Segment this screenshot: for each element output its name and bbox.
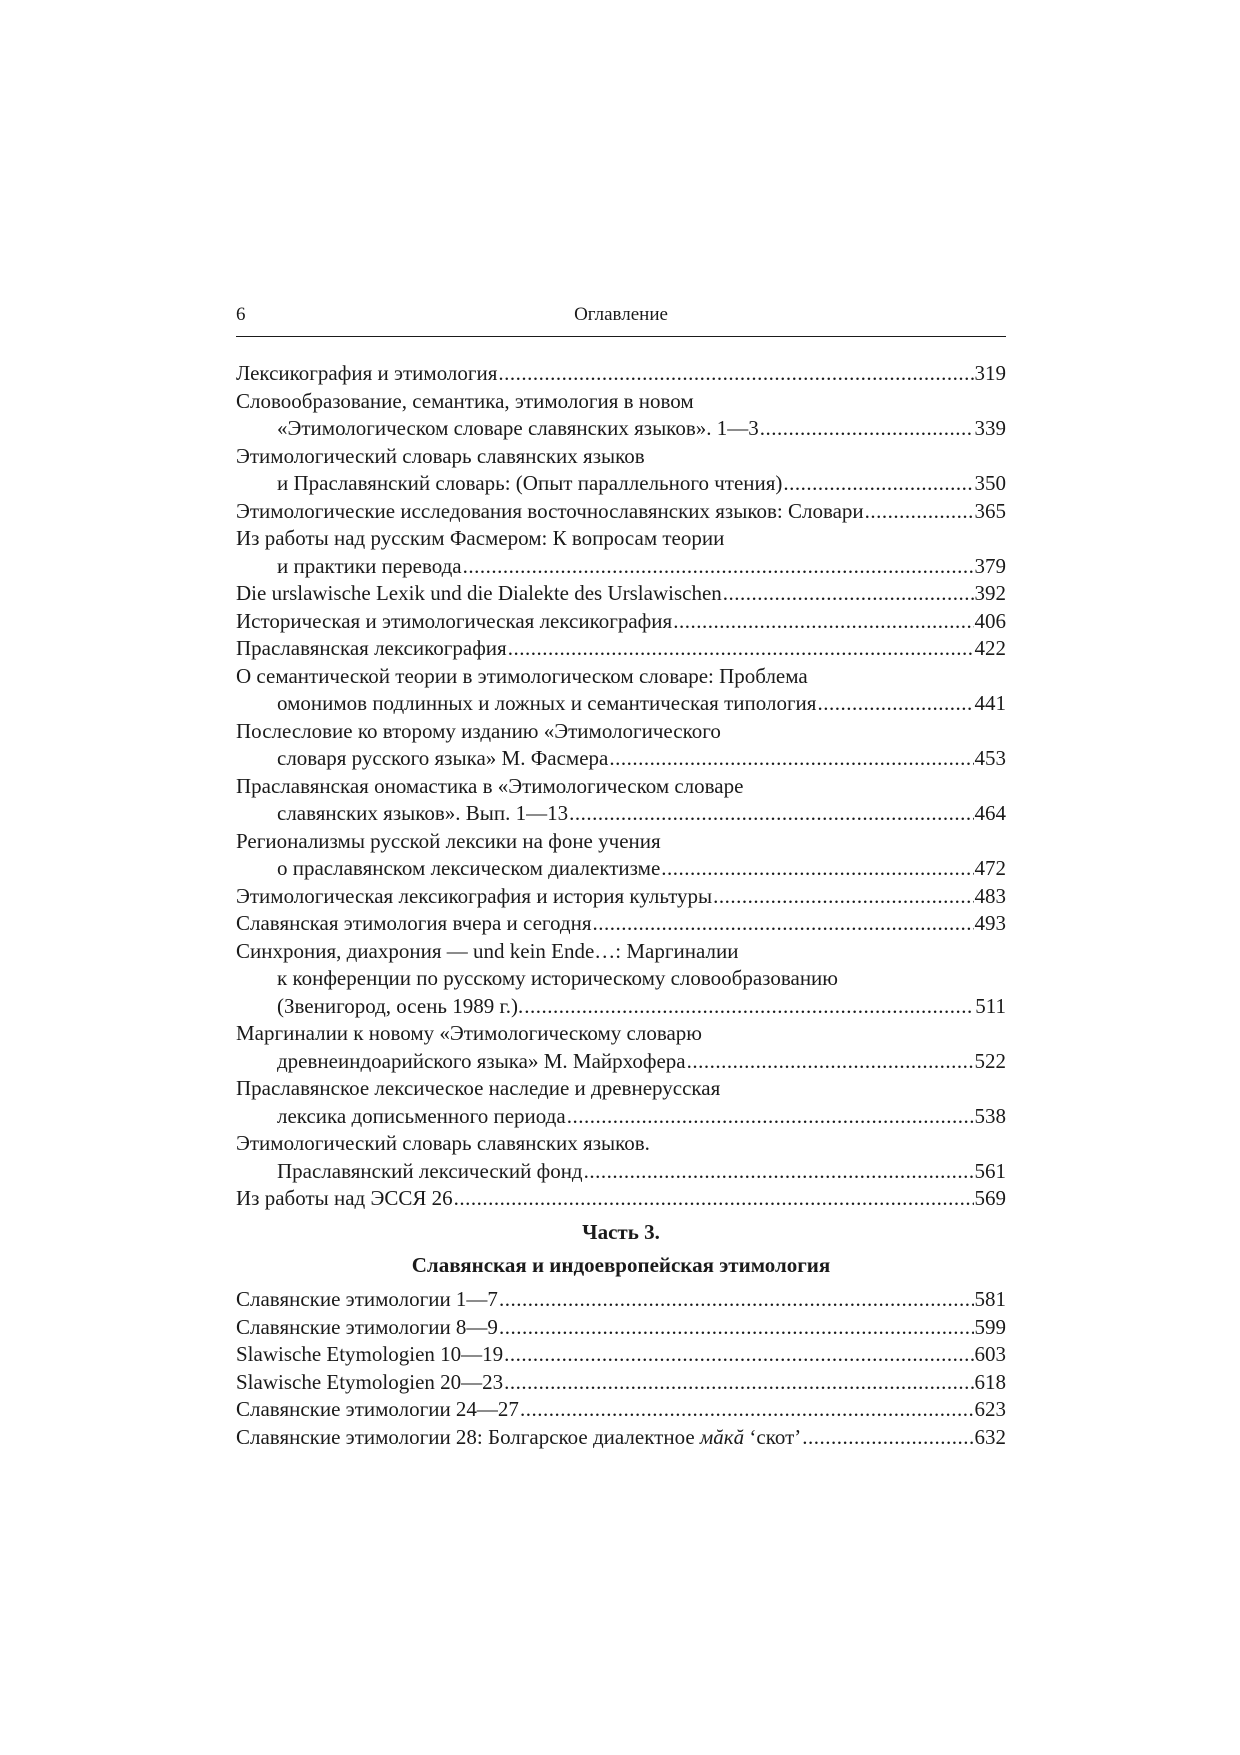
toc-entry-page: 472 [974,856,1006,880]
dot-leader [673,608,973,636]
toc-entry-title: Slawische Etymologien 20—23 [236,1369,504,1394]
toc-entry-title: Slawische Etymologien 10—19 [236,1342,504,1366]
toc-entry-page: 339 [974,416,1006,440]
toc-entry[interactable] [236,1130,1006,1185]
toc-entry-title-continued: «Этимологическом словаре славянских языков». 1—3 [277,416,759,440]
toc-entry-title-part: Славянские этимологии 28: Болгарское диалектное [236,1424,700,1449]
toc-entry[interactable] [236,1314,1006,1342]
running-title: Оглавление [574,304,668,325]
dot-leader [723,580,974,608]
toc-entry-title: Историческая и этимологическая лексикография [236,608,673,633]
toc-entry[interactable] [236,1185,1006,1213]
toc-entry-title: Праславянская лексикография [236,636,507,660]
italic-term: мăкă [699,1424,745,1449]
dot-leader [508,635,974,663]
toc-entry-page: 569 [974,1186,1006,1210]
toc-entry-page: 511 [975,993,1006,1018]
toc-entry-page: 603 [974,1342,1006,1366]
toc-entry-page: 561 [974,1158,1006,1183]
toc-entry[interactable] [236,1020,1006,1075]
toc-entry-page: 632 [974,1424,1006,1449]
toc-entry-title-continued: к конференции по русскому историческому словообразованию [277,966,838,990]
toc-entry[interactable] [236,1396,1006,1424]
toc-entry-page: 350 [974,471,1006,495]
toc-entry-title-continued: и Праславянский словарь: (Опыт параллельного чтения) [277,471,783,495]
dot-leader [713,883,973,911]
toc-entry[interactable] [236,443,1006,498]
toc-entry-title: Праславянская ономастика в «Этимологическом словаре [236,773,744,798]
toc-entry[interactable] [236,608,1006,636]
part3-subtitle: Славянская и индоевропейская этимология [411,1253,831,1277]
toc-entry-title-continued: славянских языков». Вып. 1—13 [277,801,569,825]
toc-entry[interactable] [236,1286,1006,1314]
toc-entry-title: Славянская этимология вчера и сегодня [236,911,592,935]
toc-entry-title: Славянские этимологии 8—9 [236,1314,498,1339]
toc-entry[interactable] [236,938,1006,1021]
toc-entry[interactable] [236,1075,1006,1130]
toc-entry-title: Из работы над ЭССЯ 26 [236,1186,453,1210]
dot-leader [592,910,973,938]
toc-entry[interactable] [236,360,1006,388]
dot-leader [463,553,974,581]
toc-entry[interactable] [236,635,1006,663]
toc-entry-title: Этимологический словарь славянских языков [236,443,645,468]
toc-entry[interactable] [236,388,1006,443]
toc-entry-title-continued: о праславянском лексическом диалектизме [277,856,661,880]
toc-entry-page: 365 [974,498,1006,523]
toc-list-part2 [236,360,1006,1213]
dot-leader [504,1341,973,1369]
dot-leader [584,1158,974,1186]
toc-entry-title: Славянские этимологии 24—27 [236,1397,519,1421]
part3-title: Часть 3. [582,1220,660,1244]
toc-entry-title-continued: древнеиндоарийского языка» М. Майрхофера [277,1048,686,1073]
page-header [236,304,1006,337]
dot-leader [499,1314,974,1342]
toc-entry-title: Этимологическая лексикография и история культуры [236,883,713,908]
toc-entry[interactable] [236,580,1006,608]
toc-entry-title-part: ʻскот’ [744,1424,802,1449]
toc-entry-page: 522 [974,1048,1006,1073]
toc-entry-page: 453 [974,746,1006,770]
dot-leader [609,745,973,773]
toc-entry[interactable] [236,1369,1006,1397]
dot-leader [499,1286,974,1314]
toc-entry[interactable] [236,828,1006,883]
toc-entry[interactable] [236,883,1006,911]
toc-entry-page: 392 [974,581,1006,605]
dot-leader [567,1103,974,1131]
dot-leader [524,993,974,1021]
dot-leader [865,498,974,526]
dot-leader [504,1369,973,1397]
dot-leader [783,470,973,498]
dot-leader [454,1185,974,1213]
toc-entry-page: 422 [974,636,1006,660]
dot-leader [817,690,973,718]
toc-entry[interactable] [236,525,1006,580]
dot-leader [760,415,974,443]
toc-entry-page: 464 [974,801,1006,825]
dot-leader [520,1396,974,1424]
toc-entry-page: 538 [974,1103,1006,1128]
part3-heading [236,1216,1006,1282]
toc-entry-title: Die urslawische Lexik und die Dialekte des Urslawischen [236,581,722,605]
toc-entry-page: 618 [974,1369,1006,1394]
toc-entry-page: 483 [974,883,1006,908]
toc-entry-title: Славянские этимологии 1—7 [236,1287,498,1311]
toc-entry-title: Послесловие ко второму изданию «Этимологического [236,718,721,743]
toc-entry-title-continued: (Звенигород, осень 1989 г.). [277,993,524,1018]
toc-entry-title-continued: словаря русского языка» М. Фасмера [277,746,609,770]
toc-entry-title-continued: лексика дописьменного периода [277,1103,566,1128]
toc-entry-title [236,1424,801,1452]
toc-entry-title: Из работы над русским Фасмером: К вопросам теории [236,526,725,550]
toc-entry-title: Праславянское лексическое наследие и древнерусская [236,1076,721,1100]
dot-leader [687,1048,974,1076]
toc-entry[interactable] [236,773,1006,828]
toc-entry-title: Этимологический словарь славянских языков. [236,1131,650,1155]
toc-entry-page: 319 [974,361,1006,385]
toc-list-part3 [236,1286,1006,1451]
toc-entry-page: 581 [974,1287,1006,1311]
toc-entry-title-continued: омонимов подлинных и ложных и семантическая типология [277,691,817,715]
toc-entry-page: 623 [974,1397,1006,1421]
toc-entry-title: Словообразование, семантика, этимология в новом [236,388,694,413]
toc-entry-page: 379 [974,553,1006,578]
toc-entry[interactable] [236,498,1006,526]
toc-entry-title: Этимологические исследования восточнославянских языков: Словари [236,498,864,523]
dot-leader [498,360,973,388]
toc-entry-title: Синхрония, диахрония — und kein Ende…: Маргиналии [236,938,739,963]
toc-entry-title-continued: и практики перевода [277,553,462,578]
toc-entry[interactable] [236,718,1006,773]
toc-entry-title-continued: Праславянский лексический фонд [277,1158,583,1183]
toc-entry-title: Регионализмы русской лексики на фоне учения [236,828,661,853]
toc-entry-title: Лексикография и этимология [236,361,498,385]
toc-entry[interactable] [236,1341,1006,1369]
toc-entry[interactable] [236,663,1006,718]
dot-leader [661,855,973,883]
toc-entry-page: 599 [974,1314,1006,1339]
toc-entry-title: О семантической теории в этимологическом словаре: Проблема [236,663,808,688]
toc-entry-page: 493 [974,911,1006,935]
toc-entry-page: 441 [974,691,1006,715]
dot-leader [802,1424,973,1452]
page-number: 6 [236,304,246,325]
toc-entry[interactable] [236,1424,1006,1452]
toc-entry-page: 406 [974,608,1006,633]
dot-leader [569,800,973,828]
toc-entry-title: Маргиналии к новому «Этимологическому словарю [236,1021,702,1045]
toc-entry[interactable] [236,910,1006,938]
